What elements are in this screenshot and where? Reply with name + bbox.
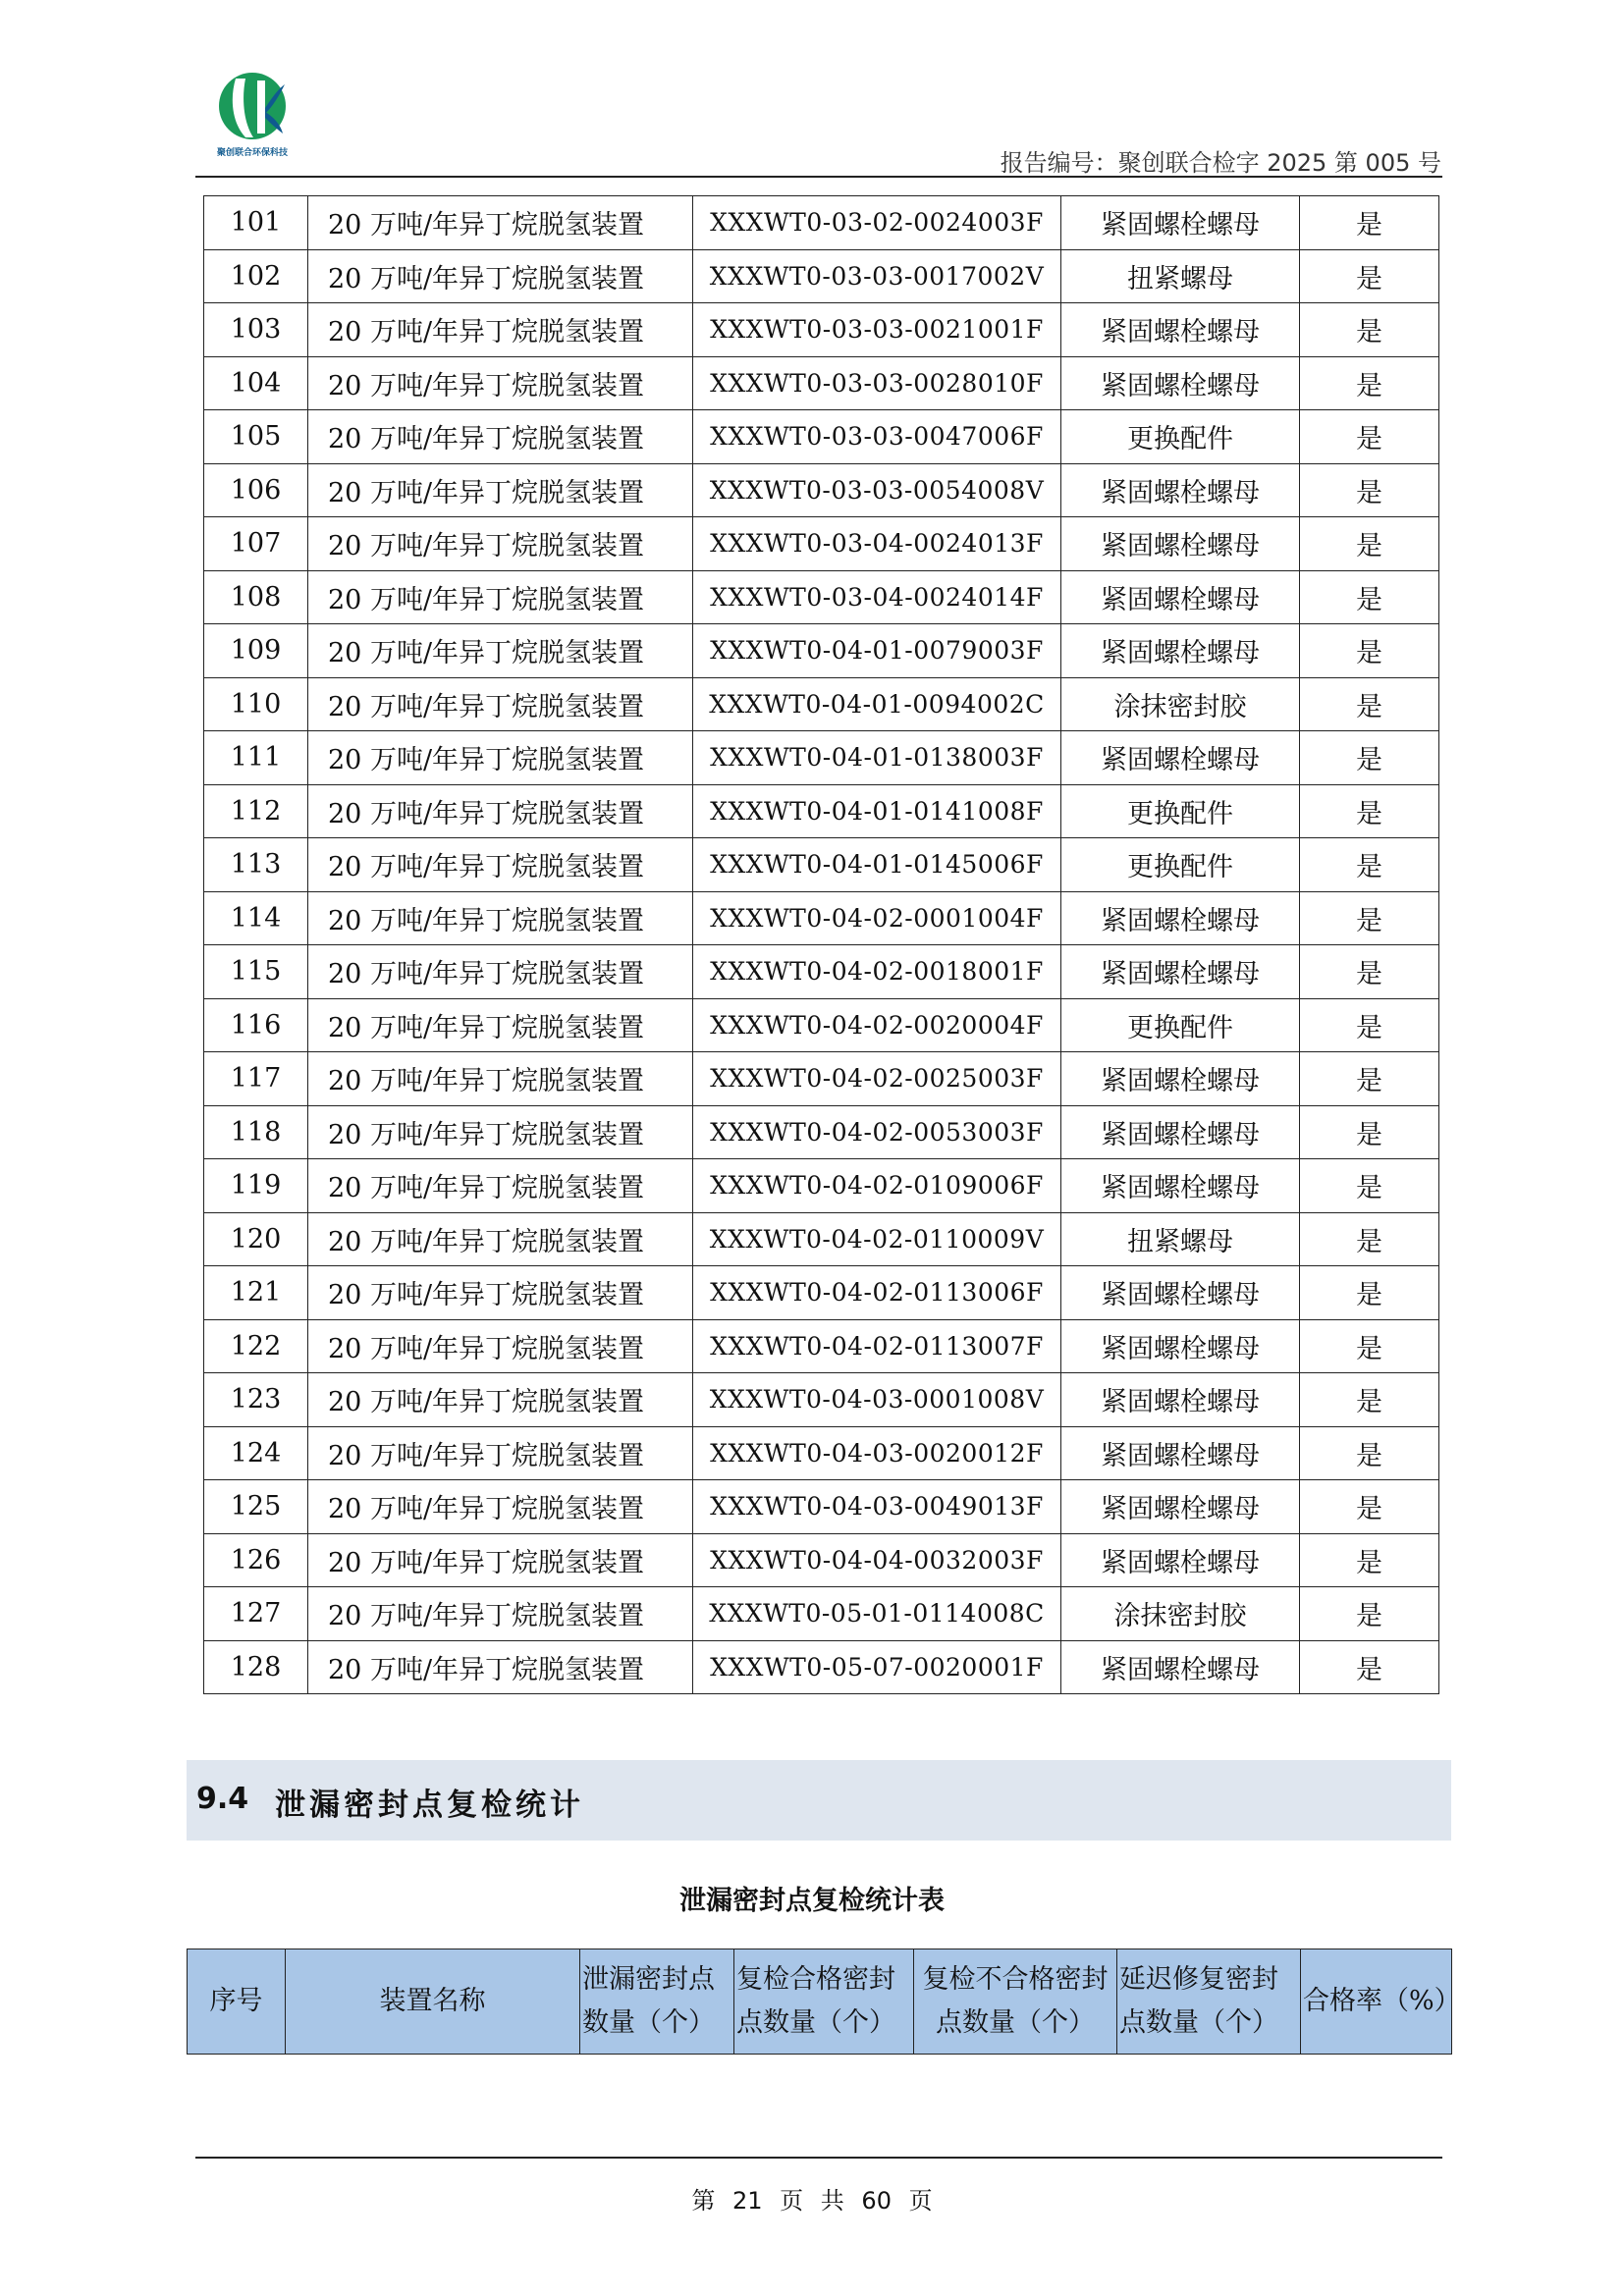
cell-point-code: XXXWT0-03-03-0021001F	[693, 303, 1061, 357]
cell-repair-action: 紧固螺栓螺母	[1061, 1159, 1300, 1213]
cell-point-code: XXXWT0-04-02-0113006F	[693, 1266, 1061, 1320]
cell-point-code: XXXWT0-04-02-0113007F	[693, 1319, 1061, 1373]
cell-repair-action: 紧固螺栓螺母	[1061, 196, 1300, 250]
cell-repair-action: 紧固螺栓螺母	[1061, 570, 1300, 624]
table-row	[204, 1587, 1439, 1641]
cell-index: 109	[204, 624, 308, 678]
cell-rechecked: 是	[1300, 410, 1439, 464]
cell-point-code: XXXWT0-04-02-0020004F	[693, 998, 1061, 1052]
cell-rechecked: 是	[1300, 677, 1439, 731]
col-header-delayed-count: 延迟修复密封点数量（个）	[1117, 1949, 1301, 2055]
cell-rechecked: 是	[1300, 624, 1439, 678]
recheck-stats-table	[187, 1949, 1461, 2055]
cell-repair-action: 涂抹密封胶	[1061, 677, 1300, 731]
cell-unit-name: 20 万吨/年异丁烷脱氢装置	[308, 731, 693, 785]
cell-rechecked: 是	[1300, 1373, 1439, 1427]
cell-point-code: XXXWT0-03-04-0024013F	[693, 517, 1061, 571]
cell-index: 113	[204, 838, 308, 892]
cell-point-code: XXXWT0-04-01-0094002C	[693, 677, 1061, 731]
cell-index: 107	[204, 517, 308, 571]
cell-rechecked: 是	[1300, 945, 1439, 999]
cell-index: 106	[204, 463, 308, 517]
table-row	[204, 1533, 1439, 1587]
cell-unit-name: 20 万吨/年异丁烷脱氢装置	[308, 249, 693, 303]
col-header-pass-count: 复检合格密封点数量（个）	[734, 1949, 914, 2055]
cell-repair-action: 紧固螺栓螺母	[1061, 303, 1300, 357]
table-row	[204, 1159, 1439, 1213]
cell-point-code: XXXWT0-03-03-0047006F	[693, 410, 1061, 464]
cell-unit-name: 20 万吨/年异丁烷脱氢装置	[308, 677, 693, 731]
cell-repair-action: 紧固螺栓螺母	[1061, 356, 1300, 410]
cell-unit-name: 20 万吨/年异丁烷脱氢装置	[308, 1533, 693, 1587]
cell-rechecked: 是	[1300, 517, 1439, 571]
cell-unit-name: 20 万吨/年异丁烷脱氢装置	[308, 1105, 693, 1159]
table-row	[204, 731, 1439, 785]
table-row	[204, 303, 1439, 357]
cell-unit-name: 20 万吨/年异丁烷脱氢装置	[308, 945, 693, 999]
cell-index: 128	[204, 1640, 308, 1694]
cell-rechecked: 是	[1300, 1319, 1439, 1373]
cell-repair-action: 紧固螺栓螺母	[1061, 891, 1300, 945]
report-number: 报告编号：聚创联合检字 2025 第 005 号	[1000, 149, 1441, 177]
cell-unit-name: 20 万吨/年异丁烷脱氢装置	[308, 463, 693, 517]
cell-unit-name: 20 万吨/年异丁烷脱氢装置	[308, 624, 693, 678]
cell-rechecked: 是	[1300, 1105, 1439, 1159]
cell-rechecked: 是	[1300, 998, 1439, 1052]
cell-index: 108	[204, 570, 308, 624]
cell-point-code: XXXWT0-04-03-0049013F	[693, 1480, 1061, 1534]
cell-rechecked: 是	[1300, 891, 1439, 945]
table-row	[204, 624, 1439, 678]
header-divider	[195, 176, 1442, 178]
cell-rechecked: 是	[1300, 249, 1439, 303]
section-title: 泄漏密封点复检统计	[275, 1788, 584, 1823]
logo-caption: 聚创联合环保科技	[216, 148, 288, 158]
cell-point-code: XXXWT0-04-02-0109006F	[693, 1159, 1061, 1213]
cell-unit-name: 20 万吨/年异丁烷脱氢装置	[308, 1159, 693, 1213]
cell-unit-name: 20 万吨/年异丁烷脱氢装置	[308, 998, 693, 1052]
cell-point-code: XXXWT0-04-02-0110009V	[693, 1212, 1061, 1266]
cell-rechecked: 是	[1300, 838, 1439, 892]
leak-repair-table	[203, 195, 1439, 1694]
cell-point-code: XXXWT0-03-02-0024003F	[693, 196, 1061, 250]
cell-repair-action: 紧固螺栓螺母	[1061, 624, 1300, 678]
cell-repair-action: 紧固螺栓螺母	[1061, 1480, 1300, 1534]
col-header-pass-rate: 合格率（%）	[1301, 1949, 1452, 2055]
col-header-fail-count: 复检不合格密封点数量（个）	[914, 1949, 1117, 2055]
cell-point-code: XXXWT0-04-02-0001004F	[693, 891, 1061, 945]
cell-index: 114	[204, 891, 308, 945]
cell-point-code: XXXWT0-04-02-0018001F	[693, 945, 1061, 999]
stats-table-caption: 泄漏密封点复检统计表	[679, 1886, 945, 1916]
cell-index: 120	[204, 1212, 308, 1266]
col-header-unit-name: 装置名称	[286, 1949, 580, 2055]
section-heading	[187, 1760, 1451, 1841]
cell-unit-name: 20 万吨/年异丁烷脱氢装置	[308, 410, 693, 464]
cell-index: 112	[204, 784, 308, 838]
cell-index: 127	[204, 1587, 308, 1641]
table-row	[204, 1052, 1439, 1106]
cell-index: 104	[204, 356, 308, 410]
cell-rechecked: 是	[1300, 1480, 1439, 1534]
table-row	[204, 1426, 1439, 1480]
cell-unit-name: 20 万吨/年异丁烷脱氢装置	[308, 570, 693, 624]
cell-repair-action: 紧固螺栓螺母	[1061, 1266, 1300, 1320]
table-row	[204, 945, 1439, 999]
cell-rechecked: 是	[1300, 303, 1439, 357]
table-row	[204, 1373, 1439, 1427]
cell-rechecked: 是	[1300, 196, 1439, 250]
cell-unit-name: 20 万吨/年异丁烷脱氢装置	[308, 1426, 693, 1480]
cell-point-code: XXXWT0-04-03-0020012F	[693, 1426, 1061, 1480]
cell-rechecked: 是	[1300, 463, 1439, 517]
cell-unit-name: 20 万吨/年异丁烷脱氢装置	[308, 356, 693, 410]
cell-index: 124	[204, 1426, 308, 1480]
cell-index: 116	[204, 998, 308, 1052]
cell-unit-name: 20 万吨/年异丁烷脱氢装置	[308, 1266, 693, 1320]
cell-repair-action: 紧固螺栓螺母	[1061, 1319, 1300, 1373]
cell-rechecked: 是	[1300, 1533, 1439, 1587]
cell-index: 102	[204, 249, 308, 303]
cell-rechecked: 是	[1300, 1159, 1439, 1213]
cell-point-code: XXXWT0-04-03-0001008V	[693, 1373, 1061, 1427]
section-number: 9.4	[196, 1782, 249, 1816]
cell-repair-action: 紧固螺栓螺母	[1061, 517, 1300, 571]
table-row	[204, 249, 1439, 303]
cell-unit-name: 20 万吨/年异丁烷脱氢装置	[308, 1480, 693, 1534]
table-row	[204, 1212, 1439, 1266]
cell-repair-action: 扭紧螺母	[1061, 249, 1300, 303]
cell-unit-name: 20 万吨/年异丁烷脱氢装置	[308, 838, 693, 892]
cell-index: 126	[204, 1533, 308, 1587]
page-number: 第 21 页 共 60 页	[691, 2187, 933, 2215]
cell-unit-name: 20 万吨/年异丁烷脱氢装置	[308, 1640, 693, 1694]
cell-rechecked: 是	[1300, 731, 1439, 785]
cell-repair-action: 紧固螺栓螺母	[1061, 1052, 1300, 1106]
table-row	[204, 196, 1439, 250]
cell-repair-action: 紧固螺栓螺母	[1061, 1373, 1300, 1427]
cell-index: 123	[204, 1373, 308, 1427]
cell-rechecked: 是	[1300, 1587, 1439, 1641]
cell-index: 111	[204, 731, 308, 785]
cell-point-code: XXXWT0-03-03-0017002V	[693, 249, 1061, 303]
footer-divider	[195, 2157, 1442, 2159]
cell-repair-action: 紧固螺栓螺母	[1061, 1533, 1300, 1587]
cell-index: 125	[204, 1480, 308, 1534]
cell-point-code: XXXWT0-04-01-0138003F	[693, 731, 1061, 785]
cell-index: 103	[204, 303, 308, 357]
cell-unit-name: 20 万吨/年异丁烷脱氢装置	[308, 1587, 693, 1641]
cell-unit-name: 20 万吨/年异丁烷脱氢装置	[308, 196, 693, 250]
table-row	[204, 570, 1439, 624]
table-row	[204, 356, 1439, 410]
table-row	[204, 998, 1439, 1052]
cell-repair-action: 紧固螺栓螺母	[1061, 463, 1300, 517]
cell-unit-name: 20 万吨/年异丁烷脱氢装置	[308, 303, 693, 357]
table-row	[204, 1266, 1439, 1320]
cell-repair-action: 扭紧螺母	[1061, 1212, 1300, 1266]
col-header-leak-count: 泄漏密封点数量（个）	[580, 1949, 734, 2055]
cell-unit-name: 20 万吨/年异丁烷脱氢装置	[308, 1373, 693, 1427]
cell-repair-action: 更换配件	[1061, 998, 1300, 1052]
cell-index: 101	[204, 196, 308, 250]
col-header-index: 序号	[188, 1949, 286, 2055]
cell-unit-name: 20 万吨/年异丁烷脱氢装置	[308, 1052, 693, 1106]
cell-repair-action: 紧固螺栓螺母	[1061, 1640, 1300, 1694]
table-row	[204, 1105, 1439, 1159]
table-row	[204, 838, 1439, 892]
cell-unit-name: 20 万吨/年异丁烷脱氢装置	[308, 517, 693, 571]
cell-point-code: XXXWT0-04-02-0025003F	[693, 1052, 1061, 1106]
cell-rechecked: 是	[1300, 356, 1439, 410]
cell-index: 119	[204, 1159, 308, 1213]
table-row	[204, 517, 1439, 571]
company-logo	[200, 69, 304, 163]
leak-repair-table-body	[204, 196, 1439, 1694]
cell-point-code: XXXWT0-05-01-0114008C	[693, 1587, 1061, 1641]
cell-point-code: XXXWT0-04-04-0032003F	[693, 1533, 1061, 1587]
cell-index: 105	[204, 410, 308, 464]
cell-rechecked: 是	[1300, 1052, 1439, 1106]
cell-point-code: XXXWT0-04-01-0079003F	[693, 624, 1061, 678]
table-row	[204, 784, 1439, 838]
cell-index: 118	[204, 1105, 308, 1159]
cell-point-code: XXXWT0-04-01-0141008F	[693, 784, 1061, 838]
cell-rechecked: 是	[1300, 1640, 1439, 1694]
cell-rechecked: 是	[1300, 1266, 1439, 1320]
cell-unit-name: 20 万吨/年异丁烷脱氢装置	[308, 891, 693, 945]
cell-repair-action: 涂抹密封胶	[1061, 1587, 1300, 1641]
cell-repair-action: 紧固螺栓螺母	[1061, 1426, 1300, 1480]
cell-point-code: XXXWT0-04-02-0053003F	[693, 1105, 1061, 1159]
cell-rechecked: 是	[1300, 784, 1439, 838]
cell-index: 122	[204, 1319, 308, 1373]
cell-rechecked: 是	[1300, 570, 1439, 624]
cell-repair-action: 紧固螺栓螺母	[1061, 945, 1300, 999]
table-row	[204, 463, 1439, 517]
cell-point-code: XXXWT0-03-04-0024014F	[693, 570, 1061, 624]
cell-unit-name: 20 万吨/年异丁烷脱氢装置	[308, 1212, 693, 1266]
table-row	[204, 410, 1439, 464]
table-row	[204, 891, 1439, 945]
table-row	[204, 1480, 1439, 1534]
cell-index: 115	[204, 945, 308, 999]
cell-point-code: XXXWT0-03-03-0054008V	[693, 463, 1061, 517]
cell-unit-name: 20 万吨/年异丁烷脱氢装置	[308, 784, 693, 838]
cell-point-code: XXXWT0-03-03-0028010F	[693, 356, 1061, 410]
cell-repair-action: 更换配件	[1061, 410, 1300, 464]
cell-repair-action: 更换配件	[1061, 784, 1300, 838]
table-row	[204, 1319, 1439, 1373]
cell-repair-action: 更换配件	[1061, 838, 1300, 892]
cell-index: 110	[204, 677, 308, 731]
cell-repair-action: 紧固螺栓螺母	[1061, 1105, 1300, 1159]
cell-repair-action: 紧固螺栓螺母	[1061, 731, 1300, 785]
cell-rechecked: 是	[1300, 1426, 1439, 1480]
cell-unit-name: 20 万吨/年异丁烷脱氢装置	[308, 1319, 693, 1373]
cell-index: 121	[204, 1266, 308, 1320]
cell-index: 117	[204, 1052, 308, 1106]
cell-point-code: XXXWT0-05-07-0020001F	[693, 1640, 1061, 1694]
stats-header-row	[188, 1949, 1452, 2055]
table-row	[204, 1640, 1439, 1694]
cell-rechecked: 是	[1300, 1212, 1439, 1266]
cell-point-code: XXXWT0-04-01-0145006F	[693, 838, 1061, 892]
logo-emblem-icon	[200, 69, 304, 145]
table-row	[204, 677, 1439, 731]
